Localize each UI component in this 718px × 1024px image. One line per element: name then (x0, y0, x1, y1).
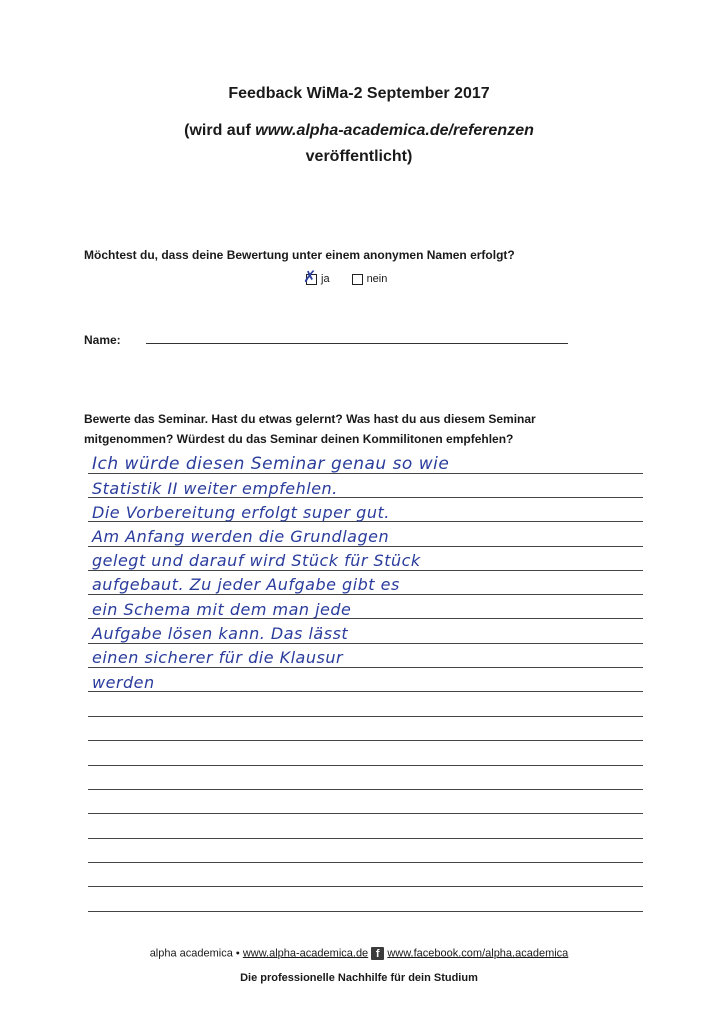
yes-checkbox[interactable] (303, 266, 317, 286)
no-label: nein (366, 273, 388, 285)
name-label: Name: (84, 333, 121, 347)
footer-links (0, 947, 718, 960)
subtitle-suffix: veröffentlicht) (305, 148, 413, 165)
check-mark-icon: ✗ (303, 266, 317, 286)
handwritten-line: Aufgabe lösen kann. Das lässt (92, 624, 349, 643)
facebook-link[interactable]: www.facebook.com/alpha.academica (387, 947, 569, 960)
writing-line (88, 716, 643, 717)
handwritten-line: gelegt und darauf wird Stück für Stück (92, 551, 421, 570)
writing-line (88, 570, 643, 571)
writing-line (88, 643, 643, 644)
handwritten-line: Statistik II weiter empfehlen. (92, 479, 338, 498)
writing-line (88, 765, 643, 766)
website-link[interactable]: www.alpha-academica.de (242, 947, 369, 960)
writing-line (88, 838, 643, 839)
name-field[interactable] (146, 343, 568, 344)
handwritten-line: Am Anfang werden die Grundlagen (92, 527, 390, 546)
writing-line (88, 789, 643, 790)
anonymous-question: Möchtest du, dass deine Bewertung unter einem anonymen Namen erfolgt? (84, 248, 515, 262)
review-question-line2: mitgenommen? Würdest du das Seminar deinen Kommilitonen empfehlen? (84, 432, 514, 446)
review-question-line1: Bewerte das Seminar. Hast du etwas gelernt? Was hast du aus diesem Seminar (84, 412, 536, 426)
handwritten-line: Die Vorbereitung erfolgt super gut. (92, 503, 390, 522)
writing-line (88, 813, 643, 814)
facebook-icon: f (371, 947, 384, 960)
page-title: Feedback WiMa-2 September 2017 (228, 85, 490, 102)
yes-label: ja (321, 273, 330, 285)
page-subtitle (0, 122, 718, 140)
anonymous-options (303, 266, 388, 286)
writing-line (88, 667, 643, 668)
handwritten-line: Ich würde diesen Seminar genau so wie (92, 454, 450, 474)
writing-line (88, 594, 643, 595)
writing-line (88, 691, 643, 692)
no-checkbox[interactable] (352, 274, 363, 285)
handwritten-line: ein Schema mit dem man jede (92, 600, 352, 619)
handwritten-line: werden (92, 673, 155, 692)
writing-line (88, 862, 643, 863)
writing-line (88, 911, 643, 912)
writing-line (88, 740, 643, 741)
writing-line (88, 886, 643, 887)
referenzen-link[interactable]: www.alpha-academica.de/referenzen (255, 122, 534, 139)
handwritten-line: einen sicherer für die Klausur (92, 648, 344, 667)
subtitle-prefix: (wird auf (184, 122, 251, 139)
handwritten-line: aufgebaut. Zu jeder Aufgabe gibt es (92, 575, 400, 594)
footer-tagline: Die professionelle Nachhilfe für dein Studium (240, 972, 478, 984)
footer-brand: alpha academica • (149, 947, 240, 960)
writing-line (88, 546, 643, 547)
